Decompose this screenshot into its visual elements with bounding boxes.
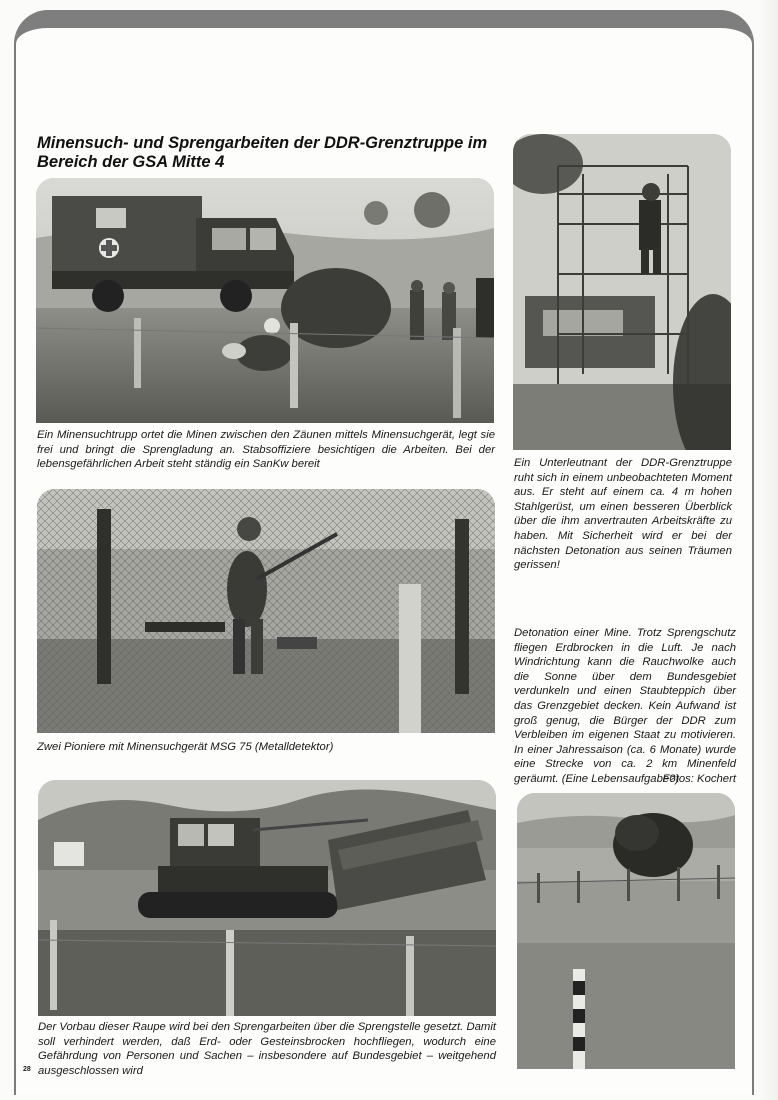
photo-crawler-blastshield bbox=[38, 780, 496, 1016]
scan-edge bbox=[758, 0, 778, 1100]
caption-photo5: Detonation einer Mine. Trotz Sprengschutz fliegen Erdbrocken in die Luft. Je nach Windrichtung kann die Rauchwolke auch die Sonne über dem Bundesgebiet verdunkeln und einen Staubteppich über das Grenzgebiet decken. Kein Aufwand ist groß genug, die Bürger der DDR zum Verbleiben im eigenen Staat zu motivieren. In einer Jahressaison (ca. 6 Monate) wurde eine Strecke von ca. 2 km Minenfeld geräumt. (Eine Lebensaufgabe?) bbox=[514, 627, 736, 785]
article-headline: Minensuch- und Sprengarbeiten der DDR-Grenztruppe im Bereich der GSA Mitte 4 bbox=[37, 134, 488, 171]
page-number: 28 bbox=[23, 1066, 31, 1073]
photo-credit: Fotos: Kochert bbox=[662, 773, 736, 785]
photo-pioneers-detector bbox=[37, 489, 495, 733]
caption-photo4: Ein Unterleutnant der DDR-Grenztruppe ruht sich in einem unbeobachteten Moment aus. Er steht auf einem ca. 4 m hohen Stahlgerüst, um einen besseren Überblick über die ihm anvertrauten Arbeitskräfte zu haben. Mit Sicherheit wird er bei der nächsten Detonation aus seinen Träumen gerissen! bbox=[514, 457, 732, 572]
caption-photo3: Der Vorbau dieser Raupe wird bei den Sprengarbeiten über die Sprengstelle gesetzt. Damit soll verhindert werden, daß Erd- oder Gesteinsbrocken hochfliegen, wodurch eine Gefährdung von Personen und Sachen – insbesondere auf Bundesgebiet – weitgehend ausgeschlossen wird bbox=[38, 1021, 496, 1077]
caption-photo2: Zwei Pioniere mit Minensuchgerät MSG 75 (Metalldetektor) bbox=[37, 741, 334, 753]
photo-ambulance-minesearch bbox=[36, 178, 494, 423]
photo-mine-detonation bbox=[517, 793, 735, 1069]
caption-photo1: Ein Minensuchtrupp ortet die Minen zwischen den Zäunen mittels Minensuchgerät, legt sie frei und bringt die Sprengladung an. Stabsoffiziere besichtigen die Arbeiten. Bei der lebensgefährlichen Arbeit steht ständig ein SanKw bereit bbox=[37, 429, 495, 471]
photo-officer-tower bbox=[513, 134, 731, 450]
